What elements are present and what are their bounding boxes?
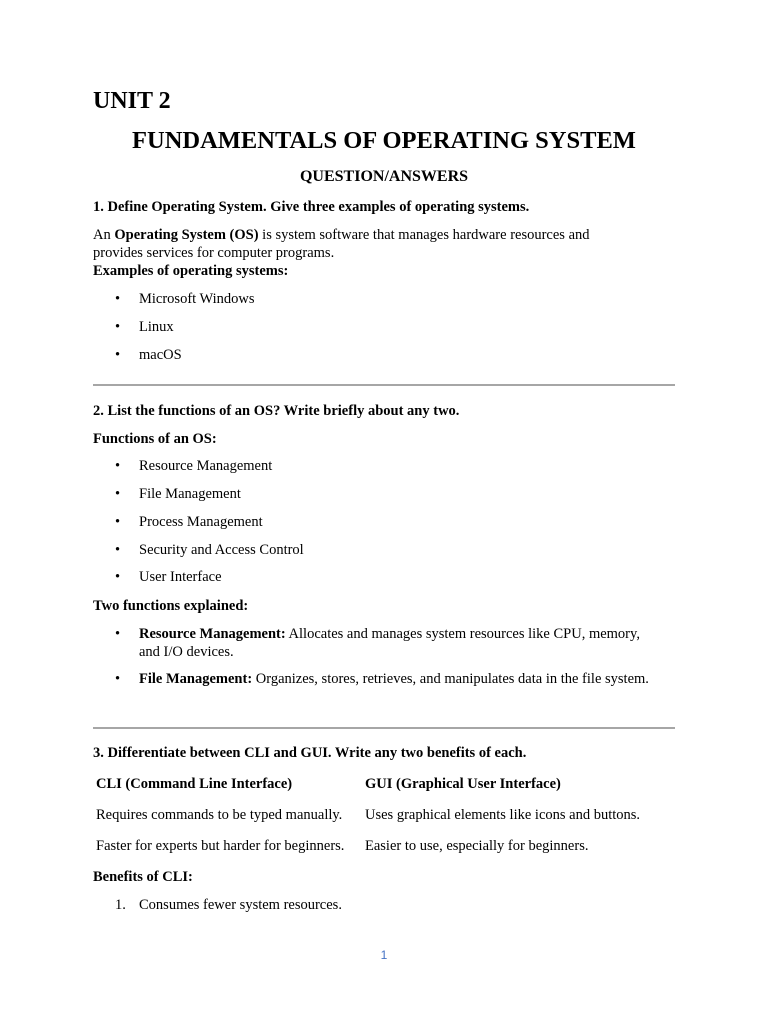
table-cell: Uses graphical elements like icons and buttons. — [365, 807, 641, 823]
list-item-text: File Management — [139, 486, 241, 502]
table-header-gui: GUI (Graphical User Interface) — [365, 776, 561, 792]
list-item-text: User Interface — [139, 569, 222, 585]
list-item-text: Consumes fewer system resources. — [139, 897, 342, 913]
list-item — [115, 318, 174, 336]
explained-text: Organizes, stores, retrieves, and manipulates data in the file system. — [252, 671, 649, 687]
bullet-icon: • — [115, 671, 121, 687]
bullet-icon: • — [115, 458, 121, 474]
list-item — [115, 485, 241, 503]
answer-1-line-1 — [93, 226, 590, 244]
list-item — [115, 346, 182, 364]
list-item-text: Resource Management — [139, 458, 273, 474]
bullet-icon: • — [115, 347, 121, 363]
list-item-text: macOS — [139, 347, 182, 363]
explained-item-1 — [139, 625, 659, 661]
table-cell: Easier to use, especially for beginners. — [365, 838, 589, 854]
list-number: 1. — [115, 897, 126, 913]
page-number: 1 — [380, 948, 388, 962]
explained-term: File Management: — [139, 671, 253, 687]
list-item — [115, 457, 272, 475]
list-item — [115, 568, 222, 586]
page-title: FUNDAMENTALS OF OPERATING SYSTEM — [132, 127, 636, 154]
question-2: 2. List the functions of an OS? Write briefly about any two. — [93, 403, 460, 419]
explained-text: Allocates and manages system resources like CPU, memory, and I/O devices. — [139, 626, 640, 660]
table-header-cli: CLI (Command Line Interface) — [96, 776, 293, 792]
list-item — [115, 290, 255, 308]
explained-heading: Two functions explained: — [93, 598, 249, 614]
bullet-icon: • — [115, 486, 121, 502]
table-cell: Faster for experts but harder for beginners. — [96, 838, 345, 854]
question-3: 3. Differentiate between CLI and GUI. Write any two benefits of each. — [93, 745, 527, 761]
explained-item-2 — [139, 670, 659, 688]
unit-heading: UNIT 2 — [93, 88, 171, 114]
explained-term: Resource Management: — [139, 626, 286, 642]
benefits-cli-heading: Benefits of CLI: — [93, 869, 193, 885]
list-item-text: Security and Access Control — [139, 542, 304, 558]
question-1: 1. Define Operating System. Give three examples of operating systems. — [93, 199, 530, 215]
answer-1-rest: is system software that manages hardware resources and — [258, 227, 590, 243]
examples-heading: Examples of operating systems: — [93, 263, 289, 279]
list-item-text: Microsoft Windows — [139, 291, 255, 307]
list-item-text: Process Management — [139, 514, 263, 530]
page-subtitle: QUESTION/ANSWERS — [299, 168, 469, 185]
bullet-icon: • — [115, 319, 121, 335]
divider — [93, 727, 675, 729]
divider — [93, 384, 675, 386]
list-item — [115, 896, 342, 914]
table-cell: Requires commands to be typed manually. — [96, 807, 343, 823]
functions-heading: Functions of an OS: — [93, 431, 217, 447]
answer-1-line-2: provides services for computer programs. — [93, 245, 335, 261]
bullet-icon: • — [115, 626, 121, 642]
list-item — [115, 513, 263, 531]
bullet-icon: • — [115, 514, 121, 530]
answer-1-term: Operating System (OS) — [114, 227, 259, 243]
bullet-icon: • — [115, 569, 121, 585]
bullet-icon: • — [115, 291, 121, 307]
list-item — [115, 541, 304, 559]
bullet-icon: • — [115, 542, 121, 558]
answer-1-prefix: An — [93, 227, 115, 243]
list-item-text: Linux — [139, 319, 174, 335]
